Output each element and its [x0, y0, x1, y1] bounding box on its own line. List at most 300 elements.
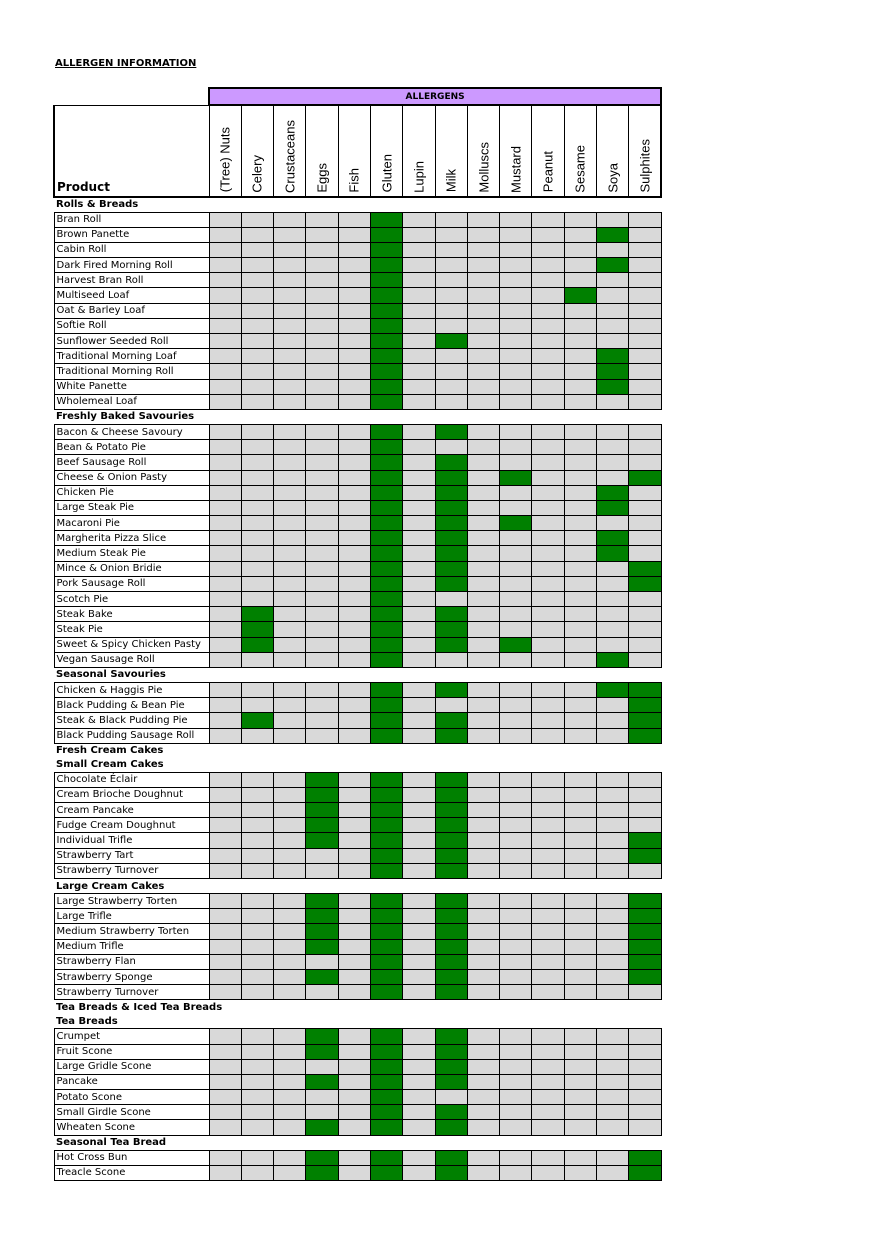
allergen-absent-cell	[338, 803, 370, 818]
allergen-present-cell	[370, 242, 402, 257]
allergen-absent-cell	[597, 954, 629, 969]
allergen-absent-cell	[532, 833, 564, 848]
allergen-absent-cell	[467, 909, 499, 924]
allergen-absent-cell	[241, 1165, 273, 1180]
allergen-present-cell	[629, 894, 661, 909]
allergen-absent-cell	[597, 848, 629, 863]
allergen-absent-cell	[274, 939, 306, 954]
allergen-absent-cell	[500, 818, 532, 833]
allergen-absent-cell	[467, 1150, 499, 1165]
allergen-absent-cell	[597, 212, 629, 227]
allergen-present-cell	[370, 985, 402, 1000]
allergen-absent-cell	[532, 531, 564, 546]
allergen-absent-cell	[500, 985, 532, 1000]
allergen-absent-cell	[467, 637, 499, 652]
allergen-absent-cell	[597, 334, 629, 349]
table-row	[54, 227, 661, 242]
table-row	[54, 303, 661, 318]
allergen-absent-cell	[500, 531, 532, 546]
allergen-absent-cell	[209, 713, 241, 728]
allergen-absent-cell	[597, 909, 629, 924]
allergen-absent-cell	[532, 1059, 564, 1074]
allergen-absent-cell	[403, 1044, 435, 1059]
allergen-absent-cell	[532, 682, 564, 697]
allergen-absent-cell	[209, 592, 241, 607]
allergen-absent-cell	[209, 546, 241, 561]
allergen-absent-cell	[241, 1150, 273, 1165]
allergen-absent-cell	[597, 273, 629, 288]
allergen-absent-cell	[532, 1150, 564, 1165]
allergen-absent-cell	[338, 924, 370, 939]
allergen-absent-cell	[629, 516, 661, 531]
product-name: Multiseed Loaf	[54, 288, 209, 303]
allergen-absent-cell	[500, 713, 532, 728]
allergen-absent-cell	[629, 592, 661, 607]
allergen-header-label: Milk	[443, 169, 459, 193]
allergen-absent-cell	[274, 1120, 306, 1135]
allergen-absent-cell	[403, 592, 435, 607]
allergen-header-label: Eggs	[314, 162, 330, 193]
allergen-present-cell	[370, 954, 402, 969]
allergen-present-cell	[435, 682, 467, 697]
product-name: Traditional Morning Loaf	[54, 349, 209, 364]
allergen-absent-cell	[467, 334, 499, 349]
allergen-present-cell	[370, 334, 402, 349]
allergen-absent-cell	[338, 470, 370, 485]
allergen-header-label: Sulphites	[637, 139, 653, 193]
allergen-absent-cell	[629, 1120, 661, 1135]
allergen-absent-cell	[564, 500, 596, 515]
allergen-present-cell	[370, 592, 402, 607]
allergen-absent-cell	[532, 924, 564, 939]
allergen-absent-cell	[532, 1120, 564, 1135]
allergen-absent-cell	[241, 787, 273, 802]
allergen-present-cell	[564, 288, 596, 303]
allergen-absent-cell	[338, 576, 370, 591]
allergen-absent-cell	[338, 1120, 370, 1135]
allergen-absent-cell	[209, 969, 241, 984]
allergen-absent-cell	[532, 1074, 564, 1089]
allergen-absent-cell	[306, 258, 338, 273]
allergen-absent-cell	[306, 713, 338, 728]
allergen-present-cell	[370, 1165, 402, 1180]
allergen-absent-cell	[338, 1105, 370, 1120]
allergen-absent-cell	[306, 349, 338, 364]
allergen-absent-cell	[564, 787, 596, 802]
allergen-absent-cell	[467, 440, 499, 455]
allergen-absent-cell	[564, 424, 596, 439]
allergen-absent-cell	[403, 787, 435, 802]
allergen-absent-cell	[403, 531, 435, 546]
allergen-absent-cell	[241, 212, 273, 227]
product-name: Dark Fired Morning Roll	[54, 258, 209, 273]
allergen-absent-cell	[403, 713, 435, 728]
allergen-absent-cell	[500, 364, 532, 379]
table-row	[54, 909, 661, 924]
product-name: Cream Pancake	[54, 803, 209, 818]
allergen-absent-cell	[500, 803, 532, 818]
allergen-absent-cell	[532, 818, 564, 833]
allergen-absent-cell	[629, 303, 661, 318]
allergen-absent-cell	[467, 863, 499, 878]
allergen-absent-cell	[274, 985, 306, 1000]
allergen-absent-cell	[564, 848, 596, 863]
allergen-header-milk	[435, 105, 467, 197]
allergen-absent-cell	[338, 939, 370, 954]
allergen-absent-cell	[403, 803, 435, 818]
table-row	[54, 273, 661, 288]
allergen-absent-cell	[241, 592, 273, 607]
allergen-absent-cell	[532, 1029, 564, 1044]
allergen-present-cell	[370, 303, 402, 318]
allergen-header-mustard	[500, 105, 532, 197]
allergen-absent-cell	[209, 500, 241, 515]
allergen-absent-cell	[274, 212, 306, 227]
allergen-absent-cell	[435, 212, 467, 227]
allergen-absent-cell	[532, 364, 564, 379]
allergen-absent-cell	[435, 1090, 467, 1105]
allergen-absent-cell	[597, 561, 629, 576]
allergen-absent-cell	[209, 909, 241, 924]
product-name: Sweet & Spicy Chicken Pasty	[54, 637, 209, 652]
allergen-absent-cell	[629, 318, 661, 333]
allergen-present-cell	[435, 818, 467, 833]
table-row	[54, 622, 661, 637]
product-name: Fudge Cream Doughnut	[54, 818, 209, 833]
allergen-absent-cell	[564, 273, 596, 288]
allergen-present-cell	[435, 728, 467, 743]
section-title: Seasonal Tea Bread	[56, 1137, 167, 1149]
table-row	[54, 592, 661, 607]
section-header-row	[54, 758, 661, 773]
table-row	[54, 787, 661, 802]
allergen-absent-cell	[241, 379, 273, 394]
allergen-absent-cell	[500, 652, 532, 667]
allergen-absent-cell	[597, 803, 629, 818]
allergen-absent-cell	[629, 1059, 661, 1074]
allergen-absent-cell	[306, 652, 338, 667]
allergen-absent-cell	[500, 924, 532, 939]
allergen-absent-cell	[306, 379, 338, 394]
allergen-present-cell	[629, 470, 661, 485]
allergen-absent-cell	[629, 242, 661, 257]
section-header-row	[54, 667, 661, 682]
allergen-present-cell	[370, 1150, 402, 1165]
allergen-absent-cell	[274, 698, 306, 713]
allergen-absent-cell	[241, 394, 273, 409]
allergen-absent-cell	[241, 500, 273, 515]
allergen-absent-cell	[403, 379, 435, 394]
allergen-absent-cell	[274, 303, 306, 318]
allergen-present-cell	[597, 531, 629, 546]
allergen-present-cell	[370, 863, 402, 878]
allergen-absent-cell	[241, 1029, 273, 1044]
allergen-absent-cell	[209, 440, 241, 455]
product-name: Vegan Sausage Roll	[54, 652, 209, 667]
allergen-present-cell	[370, 803, 402, 818]
allergen-absent-cell	[306, 334, 338, 349]
allergen-absent-cell	[564, 985, 596, 1000]
product-name: Wholemeal Loaf	[54, 394, 209, 409]
allergen-absent-cell	[274, 1105, 306, 1120]
allergen-absent-cell	[467, 787, 499, 802]
allergen-absent-cell	[467, 349, 499, 364]
allergen-absent-cell	[338, 455, 370, 470]
table-row	[54, 1165, 661, 1180]
allergen-present-cell	[370, 424, 402, 439]
allergen-absent-cell	[532, 803, 564, 818]
allergen-present-cell	[629, 576, 661, 591]
allergen-absent-cell	[564, 894, 596, 909]
allergen-absent-cell	[209, 531, 241, 546]
allergen-absent-cell	[306, 303, 338, 318]
allergen-absent-cell	[564, 212, 596, 227]
allergen-absent-cell	[209, 954, 241, 969]
allergen-absent-cell	[467, 576, 499, 591]
allergen-absent-cell	[241, 1044, 273, 1059]
allergen-present-cell	[370, 379, 402, 394]
allergen-absent-cell	[274, 1150, 306, 1165]
allergen-absent-cell	[241, 546, 273, 561]
allergen-present-cell	[500, 637, 532, 652]
allergen-present-cell	[629, 924, 661, 939]
allergen-present-cell	[370, 1090, 402, 1105]
allergen-absent-cell	[467, 288, 499, 303]
allergen-absent-cell	[629, 349, 661, 364]
allergen-absent-cell	[500, 576, 532, 591]
allergen-absent-cell	[467, 303, 499, 318]
allergen-absent-cell	[209, 1105, 241, 1120]
product-name: Mince & Onion Bridie	[54, 561, 209, 576]
allergen-absent-cell	[274, 713, 306, 728]
product-name: Steak Pie	[54, 622, 209, 637]
allergen-present-cell	[306, 1029, 338, 1044]
section-title: Seasonal Savouries	[56, 669, 166, 681]
allergen-absent-cell	[500, 379, 532, 394]
allergen-absent-cell	[564, 772, 596, 787]
product-name: Strawberry Flan	[54, 954, 209, 969]
product-name: Small Girdle Scone	[54, 1105, 209, 1120]
product-name: Beef Sausage Roll	[54, 455, 209, 470]
allergen-absent-cell	[338, 848, 370, 863]
allergen-absent-cell	[403, 212, 435, 227]
allergen-absent-cell	[209, 772, 241, 787]
allergen-absent-cell	[338, 682, 370, 697]
allergen-header-label: Soya	[605, 162, 621, 193]
allergen-absent-cell	[241, 1120, 273, 1135]
allergen-absent-cell	[532, 394, 564, 409]
allergen-absent-cell	[500, 1165, 532, 1180]
allergen-absent-cell	[403, 561, 435, 576]
allergen-absent-cell	[467, 258, 499, 273]
allergen-present-cell	[435, 894, 467, 909]
table-row	[54, 863, 661, 878]
allergen-present-cell	[597, 682, 629, 697]
allergen-absent-cell	[629, 455, 661, 470]
allergen-absent-cell	[403, 848, 435, 863]
allergen-absent-cell	[500, 500, 532, 515]
product-name: Treacle Scone	[54, 1165, 209, 1180]
allergen-absent-cell	[629, 394, 661, 409]
allergen-absent-cell	[435, 379, 467, 394]
allergen-absent-cell	[338, 713, 370, 728]
table-row	[54, 818, 661, 833]
allergen-absent-cell	[209, 212, 241, 227]
allergen-absent-cell	[403, 1150, 435, 1165]
allergen-absent-cell	[500, 273, 532, 288]
allergen-absent-cell	[274, 803, 306, 818]
table-row	[54, 242, 661, 257]
allergen-present-cell	[370, 728, 402, 743]
allergen-present-cell	[435, 424, 467, 439]
allergen-absent-cell	[532, 592, 564, 607]
allergen-absent-cell	[241, 818, 273, 833]
allergen-present-cell	[370, 576, 402, 591]
product-name: Potato Scone	[54, 1090, 209, 1105]
allergen-absent-cell	[500, 939, 532, 954]
table-row	[54, 803, 661, 818]
allergen-absent-cell	[306, 622, 338, 637]
section-title: Large Cream Cakes	[56, 880, 165, 892]
allergen-absent-cell	[338, 894, 370, 909]
allergen-present-cell	[306, 1074, 338, 1089]
allergen-absent-cell	[274, 273, 306, 288]
allergen-absent-cell	[403, 349, 435, 364]
allergen-absent-cell	[403, 863, 435, 878]
product-name: Cheese & Onion Pasty	[54, 470, 209, 485]
allergen-absent-cell	[241, 833, 273, 848]
allergen-absent-cell	[209, 258, 241, 273]
allergen-absent-cell	[274, 242, 306, 257]
allergen-absent-cell	[241, 531, 273, 546]
allergen-absent-cell	[338, 273, 370, 288]
allergen-present-cell	[629, 698, 661, 713]
allergen-absent-cell	[403, 424, 435, 439]
allergen-header-label: Crustaceans	[282, 119, 298, 193]
allergen-absent-cell	[629, 334, 661, 349]
allergen-present-cell	[370, 1044, 402, 1059]
allergen-present-cell	[306, 818, 338, 833]
allergen-absent-cell	[500, 848, 532, 863]
allergen-absent-cell	[403, 288, 435, 303]
allergen-absent-cell	[435, 349, 467, 364]
table-row	[54, 349, 661, 364]
product-name: Scotch Pie	[54, 592, 209, 607]
allergen-absent-cell	[629, 803, 661, 818]
product-name: Macaroni Pie	[54, 516, 209, 531]
allergen-absent-cell	[629, 818, 661, 833]
allergen-absent-cell	[403, 985, 435, 1000]
table-row	[54, 455, 661, 470]
allergen-present-cell	[435, 924, 467, 939]
allergen-absent-cell	[500, 242, 532, 257]
allergen-absent-cell	[241, 455, 273, 470]
allergen-absent-cell	[564, 364, 596, 379]
allergen-absent-cell	[403, 909, 435, 924]
allergen-absent-cell	[629, 379, 661, 394]
allergen-table	[53, 87, 662, 1181]
product-name: Traditional Morning Roll	[54, 364, 209, 379]
table-row	[54, 516, 661, 531]
allergen-absent-cell	[597, 622, 629, 637]
allergen-absent-cell	[564, 516, 596, 531]
allergen-absent-cell	[532, 772, 564, 787]
allergen-absent-cell	[241, 1090, 273, 1105]
allergen-present-cell	[435, 1165, 467, 1180]
allergen-absent-cell	[274, 772, 306, 787]
allergen-absent-cell	[597, 924, 629, 939]
allergen-absent-cell	[274, 1090, 306, 1105]
allergen-absent-cell	[306, 1059, 338, 1074]
allergen-absent-cell	[338, 242, 370, 257]
allergen-absent-cell	[564, 924, 596, 939]
allergen-present-cell	[629, 682, 661, 697]
section-header-row	[54, 197, 661, 213]
allergen-absent-cell	[306, 985, 338, 1000]
allergen-absent-cell	[274, 364, 306, 379]
allergen-absent-cell	[403, 364, 435, 379]
allergen-present-cell	[435, 500, 467, 515]
product-name: Bean & Potato Pie	[54, 440, 209, 455]
product-name: Bran Roll	[54, 212, 209, 227]
product-name: Strawberry Sponge	[54, 969, 209, 984]
allergen-present-cell	[629, 1150, 661, 1165]
allergen-absent-cell	[500, 288, 532, 303]
allergen-absent-cell	[629, 273, 661, 288]
allergen-absent-cell	[338, 485, 370, 500]
allergen-absent-cell	[403, 622, 435, 637]
allergen-absent-cell	[403, 516, 435, 531]
allergen-absent-cell	[209, 939, 241, 954]
allergen-absent-cell	[500, 592, 532, 607]
allergen-absent-cell	[467, 894, 499, 909]
table-row	[54, 576, 661, 591]
allergen-absent-cell	[338, 652, 370, 667]
product-name: Strawberry Tart	[54, 848, 209, 863]
allergen-present-cell	[435, 455, 467, 470]
allergen-absent-cell	[467, 682, 499, 697]
allergen-absent-cell	[532, 258, 564, 273]
allergen-absent-cell	[338, 1165, 370, 1180]
allergen-absent-cell	[274, 787, 306, 802]
allergen-absent-cell	[403, 546, 435, 561]
allergen-absent-cell	[338, 318, 370, 333]
allergen-absent-cell	[403, 334, 435, 349]
allergen-present-cell	[597, 546, 629, 561]
allergen-absent-cell	[435, 652, 467, 667]
allergen-absent-cell	[274, 500, 306, 515]
allergen-absent-cell	[467, 364, 499, 379]
allergen-absent-cell	[306, 1105, 338, 1120]
allergen-absent-cell	[435, 273, 467, 288]
table-row	[54, 894, 661, 909]
allergen-absent-cell	[306, 500, 338, 515]
allergen-absent-cell	[209, 424, 241, 439]
allergen-present-cell	[241, 637, 273, 652]
allergen-present-cell	[435, 1029, 467, 1044]
allergen-present-cell	[370, 561, 402, 576]
allergen-present-cell	[435, 713, 467, 728]
allergen-absent-cell	[209, 787, 241, 802]
allergen-absent-cell	[532, 985, 564, 1000]
allergen-absent-cell	[338, 227, 370, 242]
allergen-absent-cell	[241, 288, 273, 303]
allergen-absent-cell	[500, 863, 532, 878]
allergen-absent-cell	[467, 698, 499, 713]
allergen-absent-cell	[532, 909, 564, 924]
allergen-absent-cell	[500, 455, 532, 470]
allergen-absent-cell	[597, 939, 629, 954]
